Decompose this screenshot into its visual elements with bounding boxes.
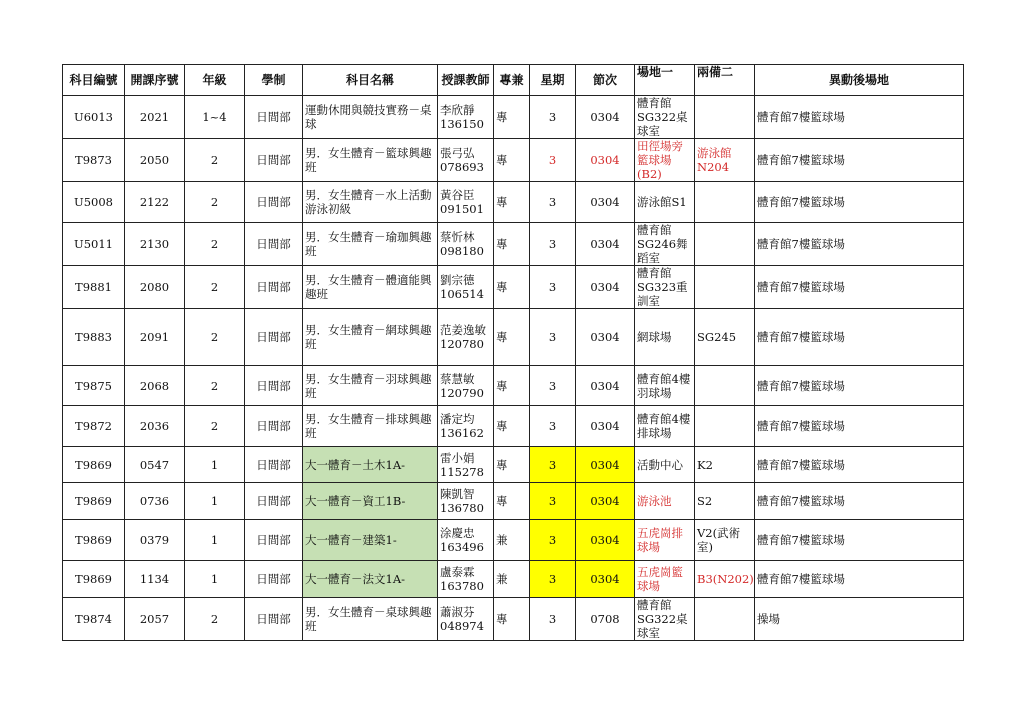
cell-period: 0304 [576, 406, 635, 447]
cell-grade: 2 [185, 182, 245, 223]
cell-period: 0304 [576, 266, 635, 309]
cell-system: 日間部 [245, 406, 303, 447]
cell-teacher: 潘定均 136162 [438, 406, 494, 447]
cell-serial: 0736 [125, 483, 185, 520]
cell-venue2: B3(N202) [695, 561, 755, 598]
cell-system: 日間部 [245, 223, 303, 266]
cell-new-venue: 體育館7樓籃球場 [755, 139, 964, 182]
header-course-name: 科目名稱 [303, 65, 438, 96]
cell-venue2 [695, 266, 755, 309]
cell-grade: 2 [185, 139, 245, 182]
cell-type: 兼 [494, 561, 530, 598]
cell-code: T9873 [63, 139, 125, 182]
cell-grade: 1~4 [185, 96, 245, 139]
cell-period: 0304 [576, 309, 635, 366]
header-period: 節次 [576, 65, 635, 96]
cell-venue2 [695, 406, 755, 447]
cell-system: 日間部 [245, 447, 303, 483]
cell-venue2: 游泳館N204 [695, 139, 755, 182]
cell-day: 3 [530, 139, 576, 182]
cell-type: 專 [494, 96, 530, 139]
cell-day: 3 [530, 366, 576, 406]
cell-venue1: 田徑場旁籃球場(B2) [635, 139, 695, 182]
cell-teacher: 李欣靜 136150 [438, 96, 494, 139]
cell-name: 男．女生體育－籃球興趣班 [303, 139, 438, 182]
cell-grade: 1 [185, 447, 245, 483]
header-grade: 年級 [185, 65, 245, 96]
cell-period: 0304 [576, 366, 635, 406]
cell-type: 專 [494, 483, 530, 520]
cell-period: 0304 [576, 520, 635, 561]
table-row [63, 266, 964, 309]
cell-serial: 2057 [125, 598, 185, 641]
cell-venue1: 體育館4樓排球場 [635, 406, 695, 447]
cell-grade: 2 [185, 406, 245, 447]
cell-day: 3 [530, 96, 576, 139]
cell-type: 專 [494, 266, 530, 309]
cell-system: 日間部 [245, 139, 303, 182]
cell-code: U5008 [63, 182, 125, 223]
cell-code: T9869 [63, 561, 125, 598]
header-venue-2: 兩備二 [695, 65, 755, 96]
cell-venue1: 五虎崗排球場 [635, 520, 695, 561]
cell-grade: 1 [185, 483, 245, 520]
cell-system: 日間部 [245, 483, 303, 520]
cell-new-venue: 體育館7樓籃球場 [755, 520, 964, 561]
cell-name: 男．女生體育－水上活動游泳初級 [303, 182, 438, 223]
header-course-code: 科目編號 [63, 65, 125, 96]
table-row [63, 182, 964, 223]
cell-venue1: 體育館SG323重訓室 [635, 266, 695, 309]
cell-type: 專 [494, 139, 530, 182]
cell-serial: 0379 [125, 520, 185, 561]
cell-grade: 2 [185, 598, 245, 641]
cell-new-venue: 體育館7樓籃球場 [755, 266, 964, 309]
cell-period: 0708 [576, 598, 635, 641]
cell-venue1: 體育館4樓羽球場 [635, 366, 695, 406]
cell-serial: 2050 [125, 139, 185, 182]
cell-system: 日間部 [245, 309, 303, 366]
cell-code: T9869 [63, 483, 125, 520]
cell-new-venue: 體育館7樓籃球場 [755, 483, 964, 520]
table-row [63, 598, 964, 641]
header-type: 專兼 [494, 65, 530, 96]
cell-period: 0304 [576, 483, 635, 520]
cell-serial: 2122 [125, 182, 185, 223]
cell-teacher: 范姜逸敏120780 [438, 309, 494, 366]
cell-venue1: 網球場 [635, 309, 695, 366]
cell-teacher: 陳凱智 136780 [438, 483, 494, 520]
cell-teacher: 蔡忻林 098180 [438, 223, 494, 266]
cell-type: 專 [494, 182, 530, 223]
cell-venue2 [695, 182, 755, 223]
table-row [63, 520, 964, 561]
cell-code: T9883 [63, 309, 125, 366]
table-row [63, 96, 964, 139]
cell-grade: 2 [185, 366, 245, 406]
table-row [63, 561, 964, 598]
cell-serial: 2021 [125, 96, 185, 139]
cell-serial: 2036 [125, 406, 185, 447]
cell-code: U6013 [63, 96, 125, 139]
cell-venue2: K2 [695, 447, 755, 483]
cell-new-venue: 體育館7樓籃球場 [755, 366, 964, 406]
table-row [63, 483, 964, 520]
cell-type: 兼 [494, 520, 530, 561]
cell-teacher: 劉宗德 106514 [438, 266, 494, 309]
table-row [63, 223, 964, 266]
cell-system: 日間部 [245, 266, 303, 309]
cell-code: T9869 [63, 447, 125, 483]
cell-venue2 [695, 598, 755, 641]
cell-new-venue: 操場 [755, 598, 964, 641]
cell-system: 日間部 [245, 366, 303, 406]
cell-period: 0304 [576, 447, 635, 483]
cell-day: 3 [530, 309, 576, 366]
cell-grade: 2 [185, 223, 245, 266]
cell-day: 3 [530, 598, 576, 641]
cell-new-venue: 體育館7樓籃球場 [755, 447, 964, 483]
cell-serial: 2068 [125, 366, 185, 406]
cell-system: 日間部 [245, 182, 303, 223]
cell-name: 男．女生體育－桌球興趣班 [303, 598, 438, 641]
cell-day: 3 [530, 447, 576, 483]
cell-name: 男．女生體育－網球興趣班 [303, 309, 438, 366]
course-schedule-table [62, 64, 964, 641]
cell-system: 日間部 [245, 561, 303, 598]
cell-new-venue: 體育館7樓籃球場 [755, 223, 964, 266]
cell-teacher: 張弓弘 078693 [438, 139, 494, 182]
cell-period: 0304 [576, 561, 635, 598]
cell-type: 專 [494, 366, 530, 406]
cell-new-venue: 體育館7樓籃球場 [755, 309, 964, 366]
cell-serial: 2130 [125, 223, 185, 266]
header-teacher: 授課教師 [438, 65, 494, 96]
cell-new-venue: 體育館7樓籃球場 [755, 96, 964, 139]
cell-period: 0304 [576, 96, 635, 139]
cell-grade: 1 [185, 561, 245, 598]
cell-type: 專 [494, 223, 530, 266]
cell-code: T9881 [63, 266, 125, 309]
cell-day: 3 [530, 182, 576, 223]
cell-code: T9875 [63, 366, 125, 406]
table-row [63, 139, 964, 182]
table-row [63, 447, 964, 483]
cell-venue2 [695, 96, 755, 139]
cell-name: 男．女生體育－瑜珈興趣班 [303, 223, 438, 266]
cell-day: 3 [530, 266, 576, 309]
cell-type: 專 [494, 598, 530, 641]
cell-serial: 2080 [125, 266, 185, 309]
cell-venue2: S2 [695, 483, 755, 520]
cell-system: 日間部 [245, 520, 303, 561]
cell-code: U5011 [63, 223, 125, 266]
cell-period: 0304 [576, 223, 635, 266]
cell-system: 日間部 [245, 598, 303, 641]
cell-new-venue: 體育館7樓籃球場 [755, 406, 964, 447]
cell-venue1: 游泳館S1 [635, 182, 695, 223]
cell-serial: 1134 [125, 561, 185, 598]
cell-period: 0304 [576, 139, 635, 182]
cell-grade: 1 [185, 520, 245, 561]
cell-day: 3 [530, 406, 576, 447]
header-new-venue: 異動後場地 [755, 65, 964, 96]
cell-day: 3 [530, 561, 576, 598]
cell-teacher: 雷小娟 115278 [438, 447, 494, 483]
cell-serial: 0547 [125, 447, 185, 483]
cell-serial: 2091 [125, 309, 185, 366]
cell-venue2 [695, 366, 755, 406]
cell-teacher: 蔡慧敏 120790 [438, 366, 494, 406]
header-venue-1: 場地一 [635, 65, 695, 96]
cell-new-venue: 體育館7樓籃球場 [755, 182, 964, 223]
cell-teacher: 涂慶忠 163496 [438, 520, 494, 561]
cell-type: 專 [494, 406, 530, 447]
cell-grade: 2 [185, 266, 245, 309]
cell-venue1: 活動中心 [635, 447, 695, 483]
cell-code: T9869 [63, 520, 125, 561]
cell-day: 3 [530, 223, 576, 266]
header-system: 學制 [245, 65, 303, 96]
cell-period: 0304 [576, 182, 635, 223]
cell-name: 男．女生體育－體適能興趣班 [303, 266, 438, 309]
cell-name: 大一體育－土木1A- [303, 447, 438, 483]
header-serial: 開課序號 [125, 65, 185, 96]
cell-venue2: SG245 [695, 309, 755, 366]
cell-name: 男．女生體育－排球興趣班 [303, 406, 438, 447]
cell-teacher: 盧泰霖 163780 [438, 561, 494, 598]
cell-teacher: 黃谷臣 091501 [438, 182, 494, 223]
cell-venue2 [695, 223, 755, 266]
cell-name: 大一體育－法文1A- [303, 561, 438, 598]
cell-teacher: 蕭淑芬 048974 [438, 598, 494, 641]
cell-type: 專 [494, 447, 530, 483]
cell-system: 日間部 [245, 96, 303, 139]
cell-venue2: V2(武術室) [695, 520, 755, 561]
cell-name: 運動休閒與競技實務－桌球 [303, 96, 438, 139]
header-day: 星期 [530, 65, 576, 96]
cell-name: 大一體育－資工1B- [303, 483, 438, 520]
cell-type: 專 [494, 309, 530, 366]
cell-day: 3 [530, 483, 576, 520]
table-row [63, 366, 964, 406]
cell-venue1: 體育館SG322桌球室 [635, 598, 695, 641]
cell-venue1: 五虎崗籃球場 [635, 561, 695, 598]
cell-name: 男．女生體育－羽球興趣班 [303, 366, 438, 406]
cell-venue1: 體育館SG246舞蹈室 [635, 223, 695, 266]
cell-code: T9872 [63, 406, 125, 447]
cell-new-venue: 體育館7樓籃球場 [755, 561, 964, 598]
table-row [63, 309, 964, 366]
cell-venue1: 體育館SG322桌球室 [635, 96, 695, 139]
table-row [63, 406, 964, 447]
header-row [63, 65, 964, 96]
cell-name: 大一體育－建築1- [303, 520, 438, 561]
cell-venue1: 游泳池 [635, 483, 695, 520]
cell-day: 3 [530, 520, 576, 561]
cell-code: T9874 [63, 598, 125, 641]
cell-grade: 2 [185, 309, 245, 366]
